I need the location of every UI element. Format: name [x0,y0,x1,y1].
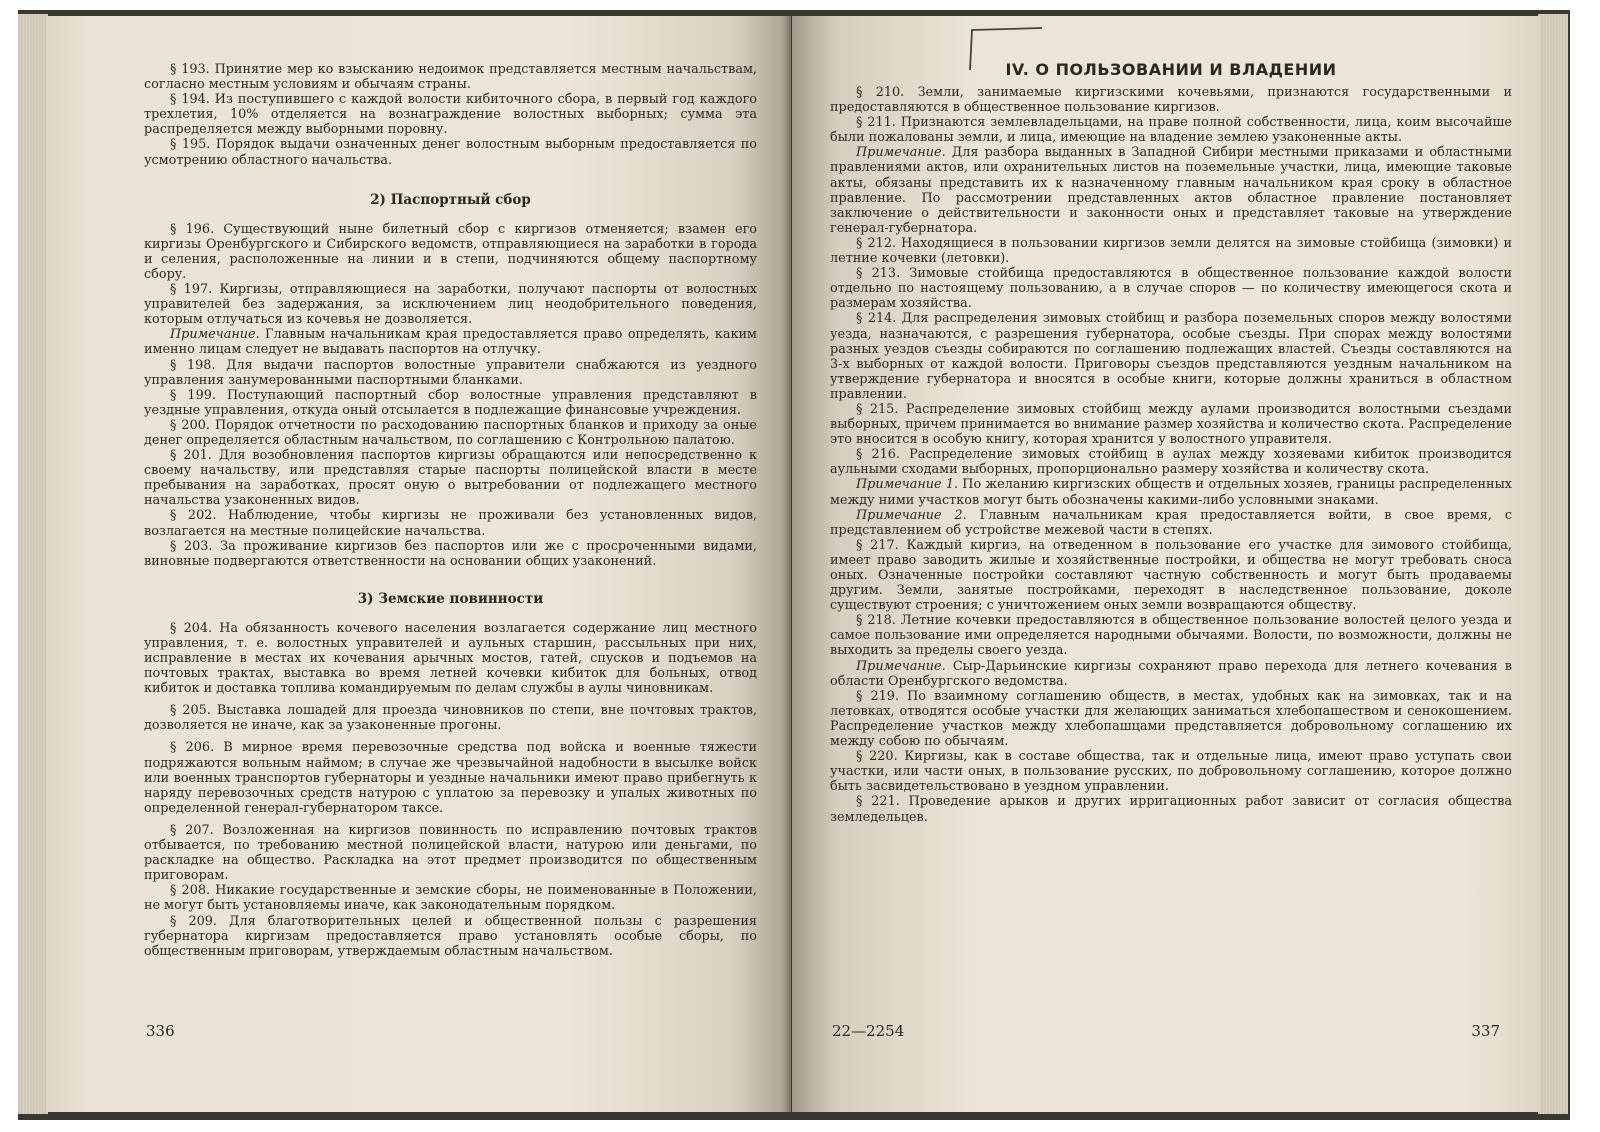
note-label: Примечание 2. [856,507,967,523]
paragraph-204: § 204. На обязанность кочевого населения возлагается содержание лиц местного управления, т. е. волостных управителей и аульных старшин, рассыльных при них, исправление в местах их кочевания арычных мостов, гатей, спусков и подъемов на почтовых трактах, выставка во время летней кочевки кибиток для больных, отвод кибиток и доставка топлива командируемым по делам службы в аулы чиновникам. [144,620,757,697]
paragraph-201: § 201. Для возобновления паспортов киргизы обращаются или непосредственно к своему начальству, или представляя старые паспорты полицейской власти в месте пребывания на заработках, просят оную о вытребовании от подлежащего местного начальства узаконенных видов. [144,448,757,509]
paragraph-194: § 194. Из поступившего с каждой волости кибиточного сбора, в первый год каждого трехлетия, 10% отделяется на вознаграждение волостных выборных; сумма эта распределяется между выборными поровну. [144,92,757,138]
page-number-right: 337 [1471,1022,1500,1040]
left-page-edges [18,14,48,1114]
paragraph-193: § 193. Принятие мер ко взысканию недоимок представляется местным начальствам, согласно местным условиям и обычаям страны. [144,62,757,93]
paragraph-198: § 198. Для выдачи паспортов волостные управители снабжаются из уездного управления занумерованными паспортными бланками. [144,357,757,388]
note-text: Сыр-Дарьинские киргизы сохраняют право перехода для летнего кочевания в области Оренбургского ведомства. [830,658,1512,689]
note-label: Примечание. [856,658,946,674]
right-page [792,16,1540,1112]
paragraph-203: § 203. За проживание киргизов без паспортов или же с просроченными видами, виновные подвергаются ответственности на основании общих узаконений. [144,538,757,569]
section-heading-passport: 2) Паспортный сбор [370,191,531,208]
paragraph-200: § 200. Порядок отчетности по расходованию паспортных бланков и приходу за оные денег определяется областным начальством, по соглашению с Контрольною палатою. [144,417,757,448]
paragraph-208: § 208. Никакие государственные и земские сборы, не поименованные в Положении, не могут быть установляемы иначе, как законодательным порядком. [144,883,757,914]
paragraph-205: § 205. Выставка лошадей для проезда чиновников по степи, вне почтовых трактов, дозволяется не иначе, как за узаконенные прогоны. [144,703,757,734]
note-218 [830,659,1512,689]
paragraph-218: § 218. Летние кочевки предоставляются в общественное пользование волостей целого уезда и самое пользование ими определяется народными обычаями. Волости, по возможности, должны не выходить за пределы своего уезда. [830,613,1512,659]
chapter-title: IV. О ПОЛЬЗОВАНИИ И ВЛАДЕНИИ [1005,60,1337,79]
right-page-edges [1538,14,1568,1114]
paragraph-206: § 206. В мирное время перевозочные средства под войска и военные тяжести подряжаются вольным наймом; в случае же чрезвычайной надобности в высылке войск или военных транспортов губернаторы и уездные начальники имеют право прибегнуть к наряду перевозочных средств натурою с уплатою за перевозку и упалых животных по определенной генерал-губернатором таксе. [144,740,757,816]
section-heading-zemstvo: 3) Земские повинности [357,590,544,607]
paragraph-207: § 207. Возложенная на киргизов повинность по исправлению почтовых трактов отбывается, по требованию местной полицейской власти, натурою или деньгами, по раскладке на общество. Раскладка на этот предмет производится по общественным приговорам. [144,822,757,884]
paragraph-195: § 195. Порядок выдачи означенных денег волостным выборным предоставляется по усмотрению областного начальства. [144,137,757,168]
note-label: Примечание 1. [856,477,959,493]
note-text: По желанию киргизских обществ и отдельных хозяев, границы распределенных между ними участков могут быть обозначены какими-либо условными знаками. [830,477,1512,508]
paragraph-196: § 196. Существующий ныне билетный сбор с киргизов отменяется; взамен его киргизы Оренбургского и Сибирского ведомств, отправляющиеся на заработки в города и селения, расположенные на линии и в степи, подчиняются общему паспортному сбору. [144,221,757,282]
paragraph-212: § 212. Находящиеся в пользовании киргизов земли делятся на зимовые стойбища (зимовки) и летние кочевки (летовки). [830,235,1512,267]
paragraph-221: § 221. Проведение арыков и других ирригационных работ зависит от согласия общества земледельцев. [830,794,1512,825]
note-text: Главным начальникам края предоставляется войти, в свое время, с представлением об устройстве межевой части в степях. [830,507,1513,538]
printer-signature: 22—2254 [832,1022,905,1040]
paragraph-209: § 209. Для благотворительных целей и общественной пользы с разрешения губернатора киргизам предоставляется право установлять особые сборы, по общественным приговорам, утверждаемым областным начальством. [144,913,757,959]
note-label: Примечание. [856,145,946,161]
note-text: Главным начальникам края предоставляется право определять, каким именно лицам следует не выдавать паспортов на отлучку. [144,327,757,358]
note-216-1 [830,477,1512,507]
paragraph-211: § 211. Признаются землевладельцами, на праве полной собственности, лица, коим высочайше были пожалованы земли, и лица, имеющие на владение землею узаконенные акты. [830,115,1512,146]
paragraph-202: § 202. Наблюдение, чтобы киргизы не проживали без установленных видов, возлагается на местные полицейские начальства. [144,508,757,539]
note-216-2 [830,508,1512,538]
left-page [46,16,791,1112]
paragraph-219: § 219. По взаимному соглашению обществ, в местах, удобных как на зимовках, так и на летовках, отводятся особые участки для желающих заниматься хлебопашеством и сенокошением. Распределение участков между хлебопашцами представляется добровольному соглашению их между собою по обычаям. [830,688,1512,750]
paragraph-216: § 216. Распределение зимовых стойбищ в аулах между хозяевами кибиток производится аульными сходами выборных, пропорционально размеру хозяйства и количеству скота. [830,447,1512,478]
page-number-left: 336 [146,1022,175,1040]
note-text: Для разбора выданных в Западной Сибири местными приказами и областными правлениями актов, или охранительных листов на поземельные участки, лица, имеющие таковые акты, обязаны представить их к назначенному главным начальником края сроку в областное правление. По рассмотрении представленных актов областное правление постановляет заключение о действительности и законности оных и представляет таковые на утверждение генерал-губернатора. [830,145,1512,236]
paragraph-213: § 213. Зимовые стойбища предоставляются в общественное пользование каждой волости отдельно по настоящему пользованию, а в случае споров — по количеству имеющегося скота и размерам хозяйства. [830,266,1512,312]
paragraph-220: § 220. Киргизы, как в составе общества, так и отдельные лица, имеют право уступать свои участки, или части оных, в пользование русских, по добровольному соглашению, которое должно быть засвидетельствовано в уездном управлении. [830,749,1512,795]
paragraph-215: § 215. Распределение зимовых стойбищ между аулами производится волостными съездами выборных, причем принимается во внимание размер хозяйства и количество скота. Распределение это вносится в особую книгу, которая хранится у волостного управителя. [830,401,1512,448]
paragraph-214: § 214. Для распределения зимовых стойбищ и разбора поземельных споров между волостями уезда, назначаются, с разрешения губернатора, особые съезды. При спорах между волостями разных уездов съезды собираются по соглашению подлежащих властей. Съезды составляются на 3-х выборных от каждой волости. Приговоры съездов представляются уездным начальником на утверждение губернатора и вносятся в особые книги, которые должны храниться в областном правлении. [830,311,1512,402]
note-211 [830,145,1512,236]
note-label: Примечание. [170,327,260,343]
note-197 [144,327,757,357]
paragraph-197: § 197. Киргизы, отправляющиеся на заработки, получают паспорты от волостных управителей без задержания, за исключением лиц неодобрительного поведения, которым отлучаться из кочевья не дозволяется. [144,282,757,328]
paragraph-210: § 210. Земли, занимаемые киргизскими кочевьями, признаются государственными и предоставляются в общественное пользование киргизов. [830,85,1512,116]
paragraph-199: § 199. Поступающий паспортный сбор волостные управления представляют в уездные управления, откуда оный отсылается в подлежащие финансовые учреждения. [144,387,757,418]
paragraph-217: § 217. Каждый киргиз, на отведенном в пользование его участке для зимового стойбища, имеет право заводить жилые и хозяйственные постройки, и общества не могут требовать сноса оных. Означенные постройки составляют частную собственность и могут быть продаваемы другим. Земли, занятые постройками, переходят в наследственное пользование, доколе существуют строения; с уничтожением оных земли возвращаются обществу. [830,537,1512,614]
